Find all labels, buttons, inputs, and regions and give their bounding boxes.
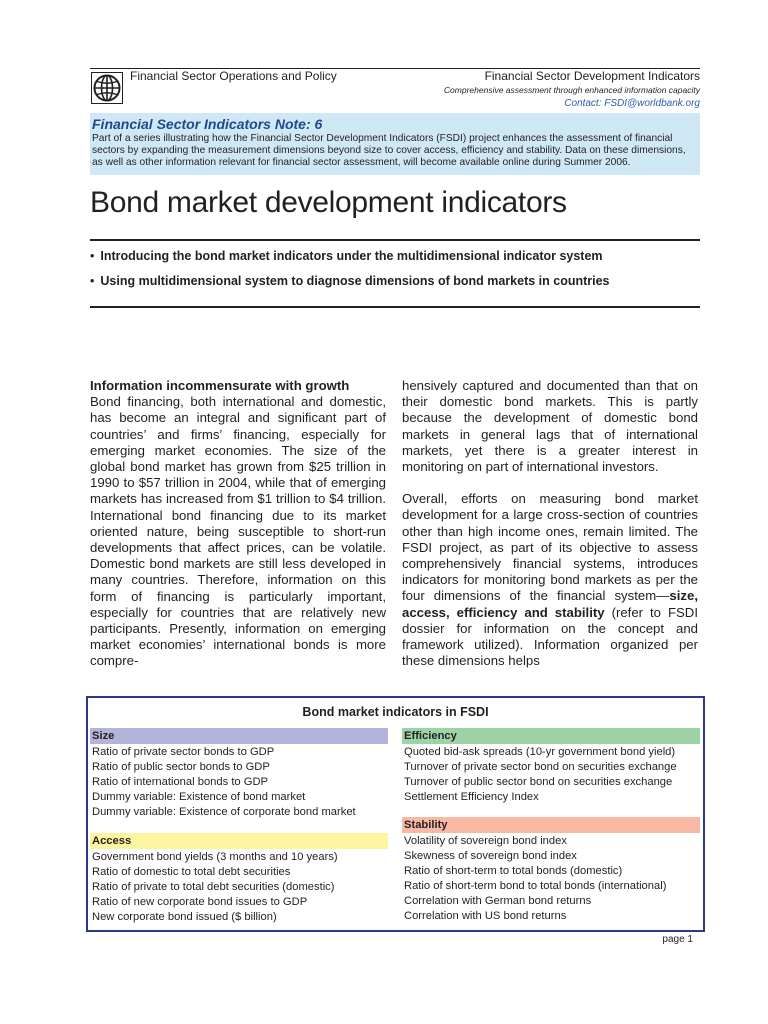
size-group [90, 728, 388, 820]
efficiency-group [402, 728, 700, 805]
series-subtitle: Comprehensive assessment through enhanced information capacity [443, 85, 700, 95]
stability-item: Skewness of sovereign bond index [404, 850, 577, 862]
access-item: Ratio of new corporate bond issues to GDP [92, 896, 308, 908]
left-paragraph [90, 378, 386, 670]
para2-bold-dimensions: size, access, efficiency and stability [402, 588, 698, 620]
size-item: Ratio of public sector bonds to GDP [92, 761, 270, 773]
right-paragraph-2 [402, 491, 698, 669]
page-title: Bond market development indicators [90, 186, 567, 219]
access-group [90, 833, 388, 925]
left-column [90, 378, 386, 670]
efficiency-item: Turnover of private sector bond on securities exchange [404, 761, 677, 773]
access-item: Ratio of domestic to total debt securities [92, 866, 291, 878]
size-item: Dummy variable: Existence of corporate bond market [92, 806, 356, 818]
right-column [402, 378, 698, 669]
efficiency-item: Turnover of public sector bond on securities exchange [404, 776, 673, 788]
page-number: page 1 [662, 934, 693, 945]
bullet-text: Using multidimensional system to diagnose dimensions of bond markets in countries [100, 274, 610, 288]
note-description: Part of a series illustrating how the Financial Sector Development Indicators (FSDI) project enhances the assessment of financial sectors by expanding the measurement dimensions beyond size to cover access, efficiency and stability. Data on these dimensions, as well as other information relevant for financial sector assessment, will become available online during Summer 2006. [92, 133, 686, 168]
stability-heading: Stability [402, 817, 700, 833]
bullet-text: Introducing the bond market indicators under the multidimensional indicator system [100, 249, 603, 263]
para2-text-start: Overall, efforts on measuring bond market development for a large cross-section of countries other than high income ones, remain limited. The FSDI project, as part of its objective to assess comprehensively financial systems, introduces indicators for monitoring bond markets as per the four dimensions of the financial system— [402, 491, 698, 604]
left-body-text: Bond financing, both international and domestic, has become an integral and significant part of countries’ and firms’ financing, especially for emerging market economies. The size of the global bond market has grown from $25 trillion in 1990 to $57 trillion in 2004, while that of emerging markets has increased from $1 trillion to $4 trillion. International bond financing due to its market oriented nature, being susceptible to short-run developments that affect prices, can be volatile. Domestic bond markets are still less developed in many countries. Therefore, information on this form of financing is particularly important, especially for countries that are relatively new participants. Presently, information on emerging market economies’ international bonds is more compre- [90, 394, 386, 669]
access-item: Government bond yields (3 months and 10 years) [92, 851, 338, 863]
summary-bullets [90, 248, 700, 298]
note-title: Financial Sector Indicators Note: 6 [92, 116, 323, 132]
contact-link[interactable]: Contact: FSDI@worldbank.org [564, 98, 700, 109]
size-item: Ratio of private sector bonds to GDP [92, 746, 275, 758]
stability-item: Correlation with US bond returns [404, 910, 567, 922]
access-item: New corporate bond issued ($ billion) [92, 911, 277, 923]
summary-bullet [90, 248, 700, 264]
access-item: Ratio of private to total debt securities (domestic) [92, 881, 335, 893]
right-paragraph-1: hensively captured and documented than that on their domestic bond markets. This is partly because the development of domestic bond markets in general lags that of international markets, yet there is a greater interest in monitoring on part of international investors. [402, 378, 698, 475]
efficiency-item: Quoted bid-ask spreads (10-yr government bond yield) [404, 746, 676, 758]
globe-logo-icon [91, 72, 123, 104]
stability-item: Ratio of short-term bond to total bonds (international) [404, 880, 667, 892]
size-item: Dummy variable: Existence of bond market [92, 791, 306, 803]
department-name: Financial Sector Operations and Policy [130, 69, 337, 83]
title-rule-top [90, 239, 700, 241]
series-title: Financial Sector Development Indicators [484, 69, 700, 83]
note-banner [90, 113, 700, 175]
stability-item: Volatility of sovereign bond index [404, 835, 567, 847]
section-subhead: Information incommensurate with growth [90, 378, 350, 393]
bullet-dot: • [90, 274, 95, 288]
stability-item: Correlation with German bond returns [404, 895, 592, 907]
title-rule-bottom [90, 306, 700, 308]
efficiency-item: Settlement Efficiency Index [404, 791, 539, 803]
para2-text-end: (refer to FSDI dossier for information on the concept and framework utilized). Information organized per these dimensions helps [402, 604, 698, 669]
bullet-dot: • [90, 249, 95, 263]
summary-bullet [90, 273, 700, 289]
stability-group [402, 817, 700, 924]
indicator-box [86, 696, 705, 932]
indicator-box-title: Bond market indicators in FSDI [302, 705, 489, 719]
size-heading: Size [90, 728, 388, 744]
stability-item: Ratio of short-term to total bonds (domestic) [404, 865, 623, 877]
size-item: Ratio of international bonds to GDP [92, 776, 268, 788]
access-heading: Access [90, 833, 388, 849]
efficiency-heading: Efficiency [402, 728, 700, 744]
